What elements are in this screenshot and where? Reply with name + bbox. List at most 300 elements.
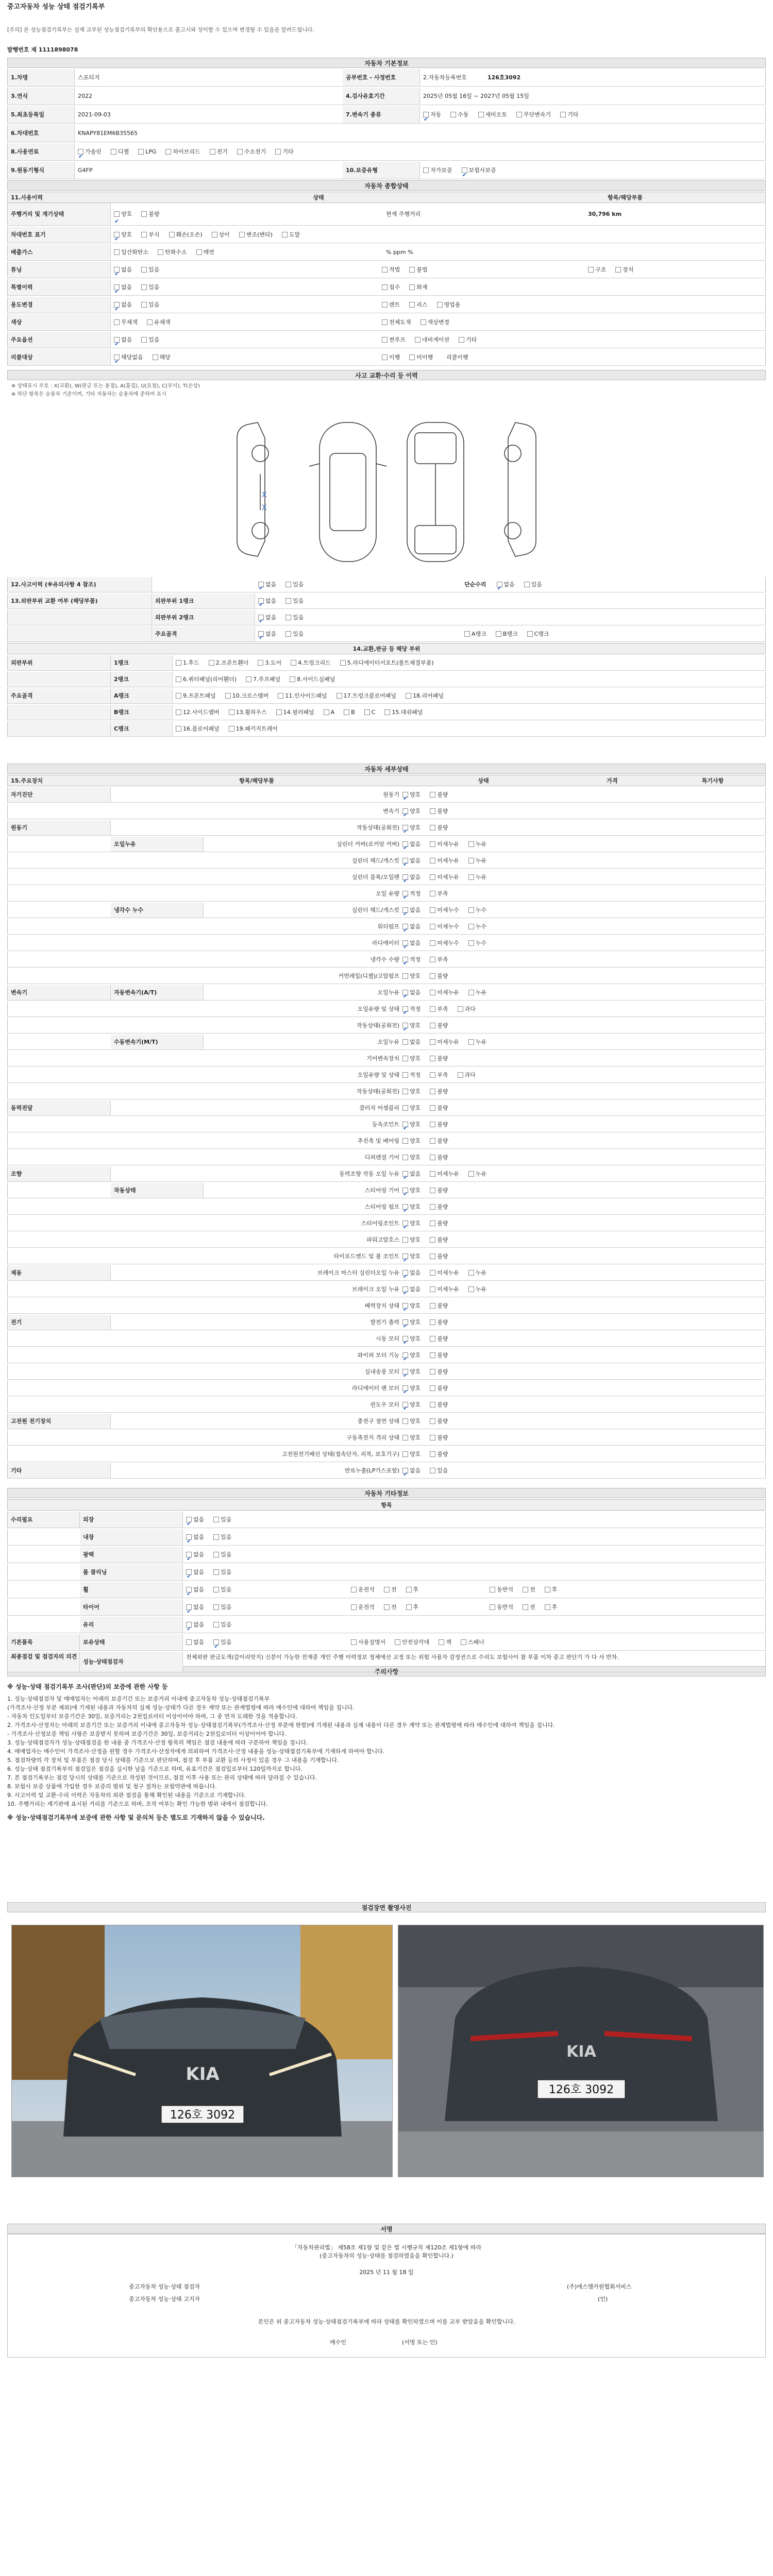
accident2-option (464, 626, 486, 642)
checkbox[interactable] (402, 1385, 408, 1391)
checkbox[interactable] (402, 808, 408, 814)
basic-row (7, 88, 766, 105)
status2-options (382, 354, 442, 361)
checkbox[interactable] (430, 1270, 435, 1276)
checkbox[interactable] (464, 631, 470, 637)
checkbox[interactable] (430, 1204, 435, 1210)
detail-option (430, 1166, 459, 1182)
detail-price (564, 1216, 657, 1231)
checkbox[interactable] (402, 1336, 408, 1342)
checkbox[interactable] (147, 319, 153, 325)
checkbox[interactable] (430, 1435, 435, 1440)
status2-option (415, 332, 449, 348)
checkbox[interactable] (337, 693, 342, 699)
option-label: 자동 (430, 111, 442, 118)
checkbox[interactable] (402, 1056, 408, 1061)
checkbox[interactable] (430, 841, 435, 847)
checkbox[interactable] (430, 1089, 435, 1094)
checkbox[interactable] (324, 709, 329, 715)
checkbox[interactable] (490, 1587, 495, 1592)
detail-option (430, 1133, 448, 1149)
checkbox[interactable] (176, 676, 181, 682)
checkbox[interactable] (437, 302, 443, 308)
checkbox[interactable] (351, 1604, 357, 1610)
checkbox[interactable] (430, 1369, 435, 1375)
checkbox[interactable] (468, 990, 474, 995)
detail-options (402, 989, 496, 996)
checkbox[interactable] (430, 1418, 435, 1424)
checkbox[interactable] (402, 1039, 408, 1045)
checkbox[interactable] (523, 1587, 528, 1592)
checkbox[interactable] (468, 907, 474, 913)
checkbox[interactable] (213, 1604, 219, 1610)
checkbox[interactable] (384, 1587, 390, 1592)
checkbox[interactable] (461, 1639, 466, 1645)
checkbox[interactable] (430, 792, 435, 798)
detail-option (402, 969, 421, 984)
detail-group (8, 1397, 111, 1412)
detail-price (564, 985, 657, 1000)
checkbox[interactable] (430, 891, 435, 896)
checkbox[interactable] (382, 302, 388, 308)
checkbox[interactable] (186, 1587, 192, 1592)
checkbox[interactable] (496, 631, 501, 637)
checkbox[interactable] (212, 232, 217, 238)
checkbox[interactable] (430, 1188, 435, 1193)
option-label: 잭 (446, 1639, 451, 1646)
checkbox[interactable] (430, 957, 435, 962)
checkbox[interactable] (527, 631, 533, 637)
detail-options (402, 1335, 458, 1342)
detail-row (7, 1364, 766, 1380)
checkbox[interactable] (384, 1604, 390, 1610)
detail-subgroup (111, 1364, 204, 1379)
detail-options (402, 1105, 458, 1111)
checkbox[interactable] (258, 598, 264, 604)
checkbox[interactable] (430, 1056, 435, 1061)
option-label: 수소전기 (244, 148, 266, 155)
checkbox[interactable] (213, 1534, 219, 1540)
checkbox[interactable] (430, 1155, 435, 1160)
status-value-3 (585, 244, 765, 260)
checkbox[interactable] (285, 631, 291, 637)
checkbox[interactable] (430, 874, 435, 880)
option-label: 전체도색 (389, 319, 411, 326)
checkbox[interactable] (402, 792, 408, 798)
checkbox[interactable] (478, 112, 484, 117)
detail-status (399, 1117, 564, 1132)
checkbox[interactable] (402, 1006, 408, 1012)
extra-row (7, 1599, 766, 1616)
checkbox[interactable] (430, 1468, 435, 1473)
checkbox[interactable] (213, 1517, 219, 1522)
checkbox[interactable] (395, 1639, 400, 1645)
option-label: 적정 (410, 890, 421, 897)
checkbox[interactable] (402, 1188, 408, 1193)
detail-subgroup (111, 1331, 204, 1346)
checkbox[interactable] (415, 337, 421, 343)
checkbox[interactable] (351, 1587, 357, 1592)
checkbox[interactable] (213, 1639, 219, 1645)
checkbox[interactable] (430, 990, 435, 995)
checkbox[interactable] (138, 149, 144, 155)
checkbox[interactable] (409, 302, 415, 308)
checkbox[interactable] (430, 1451, 435, 1457)
detail-option (402, 1216, 421, 1231)
checkbox[interactable] (402, 1253, 408, 1259)
checkbox[interactable] (213, 1569, 219, 1575)
frame-rank: 2랭크 (111, 672, 173, 687)
status2-options (382, 336, 486, 343)
checkbox[interactable] (229, 726, 234, 732)
checkbox[interactable] (459, 337, 464, 343)
checkbox[interactable] (402, 1352, 408, 1358)
checkbox[interactable] (450, 112, 456, 117)
option-label: 누유 (475, 857, 487, 864)
checkbox[interactable] (430, 1006, 435, 1012)
checkbox[interactable] (588, 267, 594, 273)
checkbox[interactable] (382, 267, 388, 273)
status-option (169, 227, 203, 243)
detail-note (657, 1348, 765, 1363)
status2-option (409, 349, 433, 366)
checkbox[interactable] (384, 709, 390, 715)
detail-status (399, 919, 564, 934)
checkbox[interactable] (402, 1072, 408, 1078)
checkbox[interactable] (402, 1435, 408, 1440)
extra-option (186, 1634, 204, 1651)
basic-option (450, 106, 468, 124)
status-option (114, 314, 138, 331)
checkbox[interactable] (430, 1402, 435, 1408)
checkbox[interactable] (176, 693, 181, 699)
checkbox[interactable] (291, 660, 296, 666)
checkbox[interactable] (430, 1138, 435, 1144)
checkbox[interactable] (406, 693, 411, 699)
checkbox[interactable] (382, 354, 388, 360)
checkbox[interactable] (258, 631, 264, 637)
detail-option (458, 1067, 476, 1083)
accident-sub: 주요골격 (152, 626, 255, 641)
checkbox[interactable] (402, 825, 408, 831)
frame-option (258, 655, 281, 671)
checkbox[interactable] (523, 1604, 528, 1610)
checkbox[interactable] (402, 1221, 408, 1226)
option-label: 누유 (475, 1269, 487, 1276)
checkbox[interactable] (210, 149, 215, 155)
checkbox[interactable] (275, 149, 281, 155)
option-label: 있음 (293, 614, 304, 621)
checkbox[interactable] (176, 709, 181, 715)
checkbox[interactable] (406, 1587, 412, 1592)
checkbox[interactable] (141, 267, 147, 273)
detail-price (564, 1183, 657, 1198)
checkbox[interactable] (402, 1451, 408, 1457)
checkbox[interactable] (430, 858, 435, 863)
checkbox[interactable] (258, 615, 264, 620)
checkbox[interactable] (402, 1468, 408, 1473)
detail-subgroup: 오일누유 (111, 837, 204, 852)
checkbox[interactable] (282, 232, 288, 238)
checkbox[interactable] (209, 660, 214, 666)
checkbox[interactable] (468, 874, 474, 880)
option-label: 없음 (121, 301, 132, 308)
checkbox[interactable] (141, 211, 147, 217)
checkbox[interactable] (402, 907, 408, 913)
checkbox[interactable] (111, 149, 116, 155)
checkbox[interactable] (213, 1622, 219, 1628)
accident-opts-2 (461, 594, 765, 608)
detail-group (8, 1447, 111, 1462)
checkbox[interactable] (213, 1587, 219, 1592)
extra-opts (183, 1564, 348, 1580)
checkbox[interactable] (285, 582, 291, 587)
checkbox[interactable] (186, 1622, 192, 1628)
checkbox[interactable] (258, 582, 264, 587)
checkbox[interactable] (402, 1155, 408, 1160)
detail-option (402, 985, 421, 1001)
checkbox[interactable] (423, 167, 429, 173)
checkbox[interactable] (406, 1604, 412, 1610)
checkbox[interactable] (402, 841, 408, 847)
detail-status (399, 1331, 564, 1346)
checkbox[interactable] (402, 891, 408, 896)
checkbox[interactable] (169, 232, 175, 238)
detail-price (564, 870, 657, 885)
detail-item: 시동 모터 (375, 1335, 399, 1342)
checkbox[interactable] (186, 1604, 192, 1610)
checkbox[interactable] (462, 167, 467, 173)
checkbox[interactable] (458, 1072, 463, 1078)
checkbox[interactable] (141, 232, 147, 238)
checkbox[interactable] (382, 319, 388, 325)
checkbox[interactable] (430, 1303, 435, 1309)
checkbox[interactable] (225, 693, 231, 699)
checkbox[interactable] (402, 1171, 408, 1177)
detail-group (8, 1348, 111, 1363)
checkbox[interactable] (344, 709, 349, 715)
checkbox[interactable] (468, 841, 474, 847)
option-label: 양호 (410, 824, 421, 831)
detail-row (7, 1216, 766, 1231)
frame-option (229, 721, 278, 737)
checkbox[interactable] (237, 149, 243, 155)
checkbox[interactable] (430, 973, 435, 979)
detail-option (430, 919, 459, 935)
detail-option (430, 1051, 448, 1066)
extra-row (7, 1634, 766, 1651)
checkbox[interactable] (430, 1221, 435, 1226)
checkbox[interactable] (402, 1270, 408, 1276)
checkbox[interactable] (490, 1604, 495, 1610)
status-option (114, 262, 132, 278)
checkbox[interactable] (430, 1319, 435, 1325)
extra-group (8, 1582, 80, 1598)
checkbox[interactable] (114, 232, 120, 238)
detail-item: 실내송풍 모터 (364, 1368, 399, 1375)
detail-option (468, 919, 486, 935)
checkbox[interactable] (409, 267, 415, 273)
checkbox[interactable] (290, 676, 295, 682)
detail-subgroup (111, 1199, 204, 1214)
checkbox[interactable] (402, 1204, 408, 1210)
checkbox[interactable] (468, 1171, 474, 1177)
checkbox[interactable] (114, 319, 120, 325)
checkbox[interactable] (285, 615, 291, 620)
checkbox[interactable] (430, 1385, 435, 1391)
checkbox[interactable] (458, 1006, 463, 1012)
checkbox[interactable] (186, 1639, 192, 1645)
option-label: 없음 (193, 1639, 205, 1646)
checkbox[interactable] (402, 990, 408, 995)
checkbox[interactable] (430, 1072, 435, 1078)
checkbox[interactable] (114, 302, 120, 308)
checkbox[interactable] (186, 1517, 192, 1522)
status-label: 튜닝 (8, 262, 111, 278)
option-label: 해당 (159, 354, 171, 361)
checkbox[interactable] (545, 1604, 550, 1610)
checkbox[interactable] (186, 1552, 192, 1557)
detail-price (564, 1067, 657, 1082)
option-label: 양호 (410, 1302, 421, 1309)
checkbox[interactable] (430, 1336, 435, 1342)
checkbox[interactable] (468, 940, 474, 946)
checkbox[interactable] (141, 284, 147, 290)
checkbox[interactable] (402, 858, 408, 863)
checkbox[interactable] (382, 284, 388, 290)
checkbox[interactable] (430, 1122, 435, 1127)
doc-number: 발행번호 제 1111898078 (7, 46, 78, 53)
checkbox[interactable] (196, 249, 202, 255)
checkbox[interactable] (340, 660, 346, 666)
basic-value-2 (420, 88, 765, 105)
option-label: 있음 (221, 1621, 232, 1628)
checkbox[interactable] (430, 907, 435, 913)
checkbox[interactable] (468, 924, 474, 929)
checkbox[interactable] (114, 284, 120, 290)
checkbox[interactable] (402, 1402, 408, 1408)
checkbox[interactable] (158, 249, 163, 255)
checkbox[interactable] (430, 1105, 435, 1111)
checkbox[interactable] (430, 1237, 435, 1243)
checkbox[interactable] (186, 1534, 192, 1540)
status3-option (588, 262, 606, 278)
checkbox[interactable] (615, 267, 621, 273)
detail-group (8, 1018, 111, 1033)
checkbox[interactable] (402, 1303, 408, 1309)
checkbox[interactable] (213, 1552, 219, 1557)
checkbox[interactable] (176, 660, 181, 666)
checkbox[interactable] (176, 726, 181, 732)
extra-option (213, 1529, 231, 1546)
checkbox[interactable] (430, 825, 435, 831)
checkbox[interactable] (402, 1023, 408, 1028)
detail-price (564, 1298, 657, 1313)
checkbox[interactable] (402, 1105, 408, 1111)
checkbox[interactable] (402, 973, 408, 979)
checkbox[interactable] (402, 1089, 408, 1094)
checkbox[interactable] (258, 660, 263, 666)
checkbox[interactable] (439, 1639, 444, 1645)
checkbox[interactable] (430, 808, 435, 814)
checkbox[interactable] (285, 598, 291, 604)
checkbox[interactable] (402, 1286, 408, 1292)
checkbox[interactable] (141, 337, 147, 343)
checkbox[interactable] (165, 149, 171, 155)
checkbox[interactable] (516, 112, 522, 117)
caution-line: 7. 본 점검기록부는 점검 당시의 상태를 기준으로 작성된 것이므로, 점검 이후 사용 또는 관리 상태에 따라 달라질 수 있습니다. (7, 1774, 317, 1781)
checkbox[interactable] (402, 874, 408, 880)
checkbox[interactable] (278, 693, 283, 699)
detail-option (402, 853, 421, 869)
checkbox[interactable] (186, 1569, 192, 1575)
checkbox[interactable] (560, 112, 566, 117)
checkbox[interactable] (524, 582, 530, 587)
checkbox[interactable] (141, 302, 147, 308)
checkbox[interactable] (402, 924, 408, 929)
checkbox[interactable] (402, 1369, 408, 1375)
checkbox[interactable] (468, 1286, 474, 1292)
checkbox[interactable] (153, 354, 158, 360)
checkbox[interactable] (402, 1418, 408, 1424)
checkbox[interactable] (114, 267, 120, 273)
checkbox[interactable] (430, 1171, 435, 1177)
detail-option (402, 1150, 421, 1165)
checkbox[interactable] (468, 1039, 474, 1045)
checkbox[interactable] (402, 957, 408, 962)
status-options (114, 231, 309, 238)
checkbox[interactable] (468, 1270, 474, 1276)
checkbox[interactable] (402, 1122, 408, 1127)
accident-option (285, 577, 304, 592)
option-label: 양호 (410, 1088, 421, 1095)
checkbox[interactable] (402, 940, 408, 946)
checkbox[interactable] (430, 1286, 435, 1292)
checkbox[interactable] (114, 249, 120, 255)
checkbox[interactable] (402, 1237, 408, 1243)
checkbox[interactable] (545, 1587, 550, 1592)
checkbox[interactable] (78, 149, 83, 155)
checkbox[interactable] (276, 709, 282, 715)
checkbox[interactable] (421, 319, 426, 325)
checkbox[interactable] (229, 709, 234, 715)
checkbox[interactable] (430, 1253, 435, 1259)
checkbox[interactable] (114, 354, 120, 360)
checkbox[interactable] (409, 354, 415, 360)
checkbox[interactable] (430, 1023, 435, 1028)
checkbox[interactable] (430, 940, 435, 946)
checkbox[interactable] (246, 676, 251, 682)
extra-x2-wrap (490, 1604, 566, 1611)
checkbox[interactable] (430, 1039, 435, 1045)
checkbox[interactable] (423, 112, 429, 117)
checkbox[interactable] (402, 1319, 408, 1325)
checkbox[interactable] (114, 337, 120, 343)
detail-subgroup (111, 1018, 204, 1033)
checkbox[interactable] (430, 924, 435, 929)
checkbox[interactable] (364, 709, 370, 715)
checkbox[interactable] (430, 1352, 435, 1358)
checkbox[interactable] (409, 284, 415, 290)
checkbox[interactable] (114, 211, 120, 217)
checkbox[interactable] (402, 1138, 408, 1144)
frame-option (324, 705, 335, 720)
checkbox[interactable] (382, 337, 388, 343)
checkbox[interactable] (351, 1639, 357, 1645)
checkbox[interactable] (497, 582, 502, 587)
checkbox[interactable] (468, 858, 474, 863)
checkbox[interactable] (239, 232, 245, 238)
